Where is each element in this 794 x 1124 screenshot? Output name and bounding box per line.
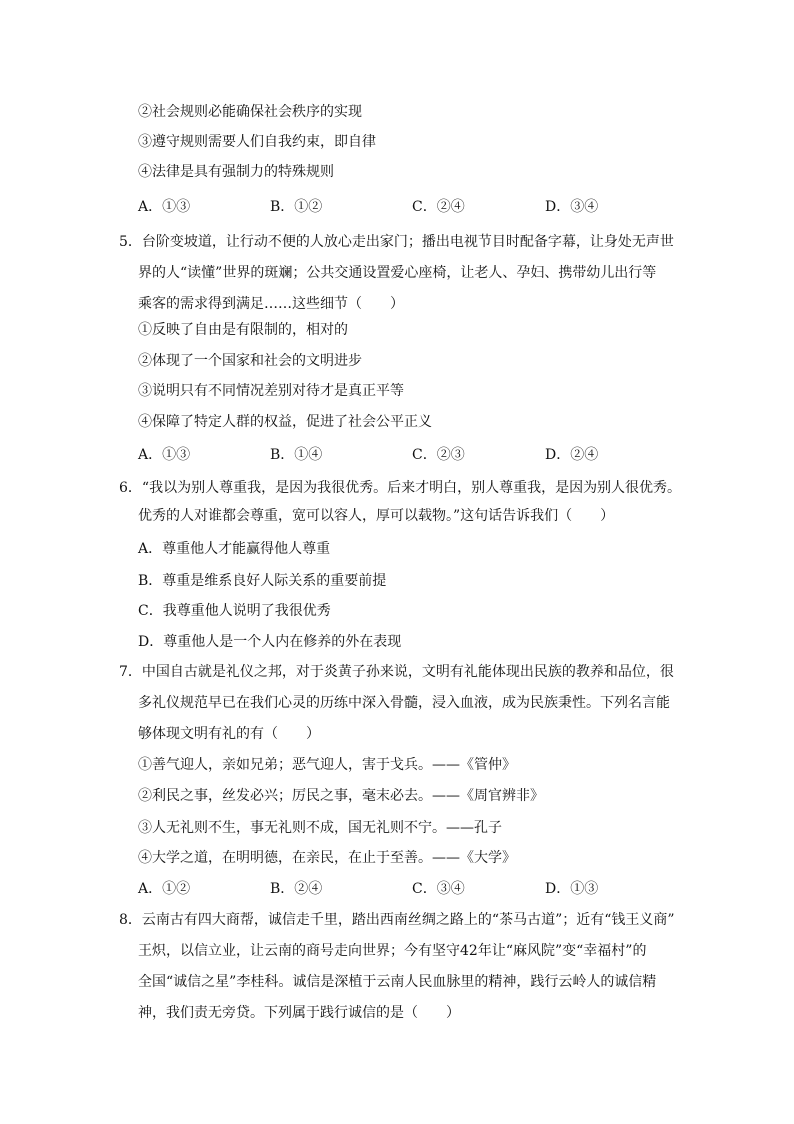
q6-option-c: C．我尊重他人说明了我很优秀 <box>138 603 331 619</box>
q8-stem-line-2: 王炽，以信立业，让云南的商号走向世界；今有坚守42年让“麻风院”变“幸福村”的 <box>138 943 647 959</box>
choice-a: A．①③ <box>138 199 191 215</box>
choice-a: A．①③ <box>138 447 191 463</box>
q5-choices <box>138 445 658 465</box>
choice-d: D．②④ <box>545 447 599 463</box>
q8-stem-line-3: 全国“诚信之星”李桂科。诚信是深植于云南人民血脉里的精神，践行云岭人的诚信精 <box>138 974 657 990</box>
q5-item-4: ④保障了特定人群的权益，促进了社会公平正义 <box>138 414 432 430</box>
q5-stem-line-2: 界的人“读懂”世界的斑斓；公共交通设置爱心座椅，让老人、孕妇、携带幼儿出行等 <box>138 265 657 281</box>
q5-stem-line-1: 5．台阶变坡道，让行动不便的人放心走出家门；播出电视节目时配备字幕，让身处无声世 <box>119 234 674 250</box>
choice-d: D．①③ <box>545 881 599 897</box>
q7-item-2: ②利民之事，丝发必兴；厉民之事，毫末必去。——《周官辨非》 <box>138 788 544 804</box>
q5-item-2: ②体现了一个国家和社会的文明进步 <box>138 353 362 369</box>
q5-item-3: ③说明只有不同情况差别对待才是真正平等 <box>138 383 404 399</box>
q8-stem-line-1: 8．云南古有四大商帮，诚信走千里，踏出西南丝绸之路上的“茶马古道”；近有“钱王义商” <box>119 912 675 928</box>
q5-stem-line-3: 乘客的需求得到满足……这些细节（ ） <box>138 296 404 312</box>
prev-item-2: ②社会规则必能确保社会秩序的实现 <box>138 104 362 120</box>
q6-stem-line-1: 6．“我以为别人尊重我，是因为我很优秀。后来才明白，别人尊重我，是因为别人很优秀。 <box>119 480 682 496</box>
choice-b: B．②④ <box>270 881 323 897</box>
choice-d: D．③④ <box>545 199 599 215</box>
choice-b: B．①④ <box>270 447 323 463</box>
q8-stem-line-4: 神，我们责无旁贷。下列属于践行诚信的是（ ） <box>138 1005 460 1021</box>
choice-c: C．②④ <box>412 199 465 215</box>
choice-b: B．①② <box>270 199 323 215</box>
choice-c: C．③④ <box>412 881 465 897</box>
prev-item-4: ④法律是具有强制力的特殊规则 <box>138 164 334 180</box>
prev-item-3: ③遵守规则需要人们自我约束，即自律 <box>138 134 376 150</box>
prev-choices <box>138 197 658 217</box>
q7-item-4: ④大学之道，在明明德，在亲民，在止于至善。——《大学》 <box>138 850 516 866</box>
q6-option-a: A．尊重他人才能赢得他人尊重 <box>138 541 331 557</box>
q6-stem-line-2: 优秀的人对谁都会尊重，宽可以容人，厚可以载物。”这句话告诉我们（ ） <box>138 508 615 524</box>
q7-stem-line-3: 够体现文明有礼的有（ ） <box>138 726 320 742</box>
q7-stem-line-2: 多礼仪规范早已在我们心灵的历练中深入骨髓，浸入血液，成为民族秉性。下列名言能 <box>138 695 670 711</box>
q7-choices <box>138 879 658 899</box>
q7-item-1: ①善气迎人，亲如兄弟；恶气迎人，害于戈兵。——《管仲》 <box>138 757 516 773</box>
choice-c: C．②③ <box>412 447 465 463</box>
q5-item-1: ①反映了自由是有限制的，相对的 <box>138 322 348 338</box>
q7-item-3: ③人无礼则不生，事无礼则不成，国无礼则不宁。——孔子 <box>138 820 502 836</box>
choice-a: A．①② <box>138 881 191 897</box>
q6-option-d: D．尊重他人是一个人内在修养的外在表现 <box>138 634 402 650</box>
q7-stem-line-1: 7．中国自古就是礼仪之邦，对于炎黄子孙来说，文明有礼能体现出民族的教养和品位，很 <box>119 664 674 680</box>
q6-option-b: B．尊重是维系良好人际关系的重要前提 <box>138 573 387 589</box>
